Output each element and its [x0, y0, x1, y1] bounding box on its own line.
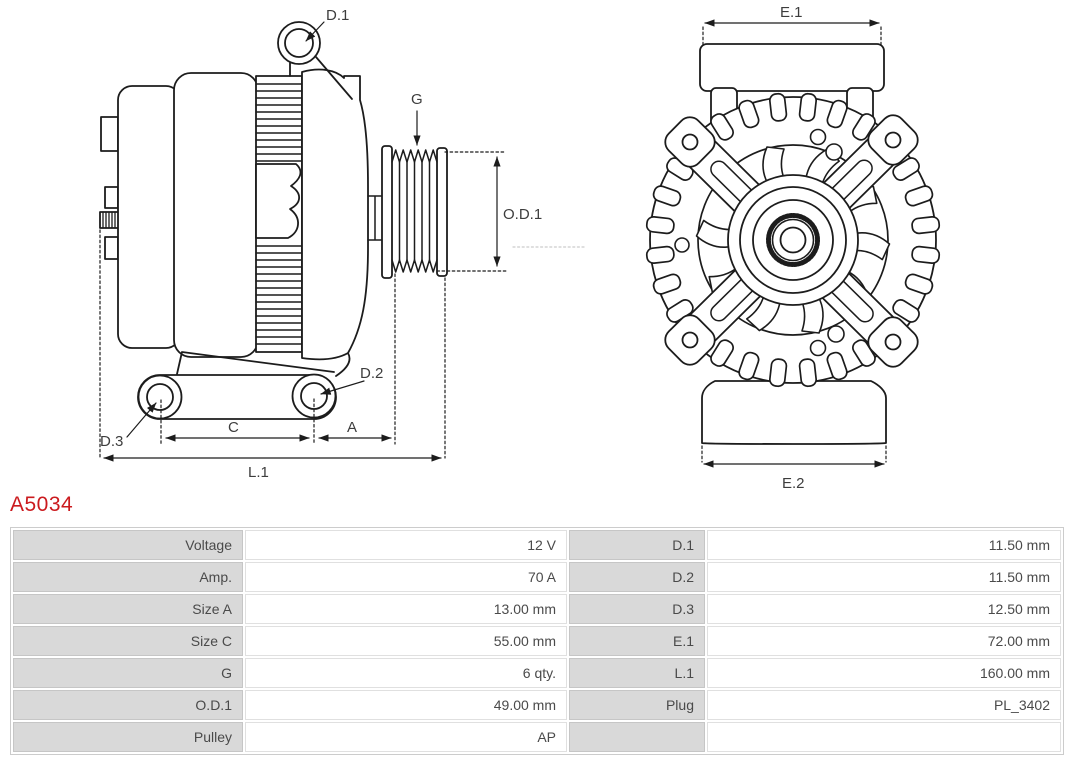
spec-value: 12 V: [245, 530, 567, 560]
spec-label: G: [13, 658, 243, 688]
spec-value: 72.00 mm: [707, 626, 1061, 656]
dim-label-g: G: [411, 91, 423, 108]
spec-table: [10, 527, 1064, 755]
pulley-hub: [728, 175, 858, 305]
front-view-drawing: [646, 44, 940, 444]
part-number-heading: A5034: [10, 493, 74, 516]
spec-value: 12.50 mm: [707, 594, 1061, 624]
spec-value: 13.00 mm: [245, 594, 567, 624]
spec-label: Voltage: [13, 530, 243, 560]
spec-label: Plug: [569, 690, 705, 720]
spec-value: 55.00 mm: [245, 626, 567, 656]
spec-value: 11.50 mm: [707, 562, 1061, 592]
spec-label: L.1: [569, 658, 705, 688]
spec-label: [569, 722, 705, 752]
spec-value: 11.50 mm: [707, 530, 1061, 560]
spec-label: D.1: [569, 530, 705, 560]
spec-label: D.3: [569, 594, 705, 624]
dim-label-l1: L.1: [248, 464, 269, 481]
dim-label-d3: D.3: [100, 433, 124, 450]
spec-value: 160.00 mm: [707, 658, 1061, 688]
spec-value: 70 A: [245, 562, 567, 592]
spec-label: Amp.: [13, 562, 243, 592]
dim-label-a: A: [347, 419, 358, 436]
spec-value: 6 qty.: [245, 658, 567, 688]
spec-label: D.2: [569, 562, 705, 592]
spec-label: E.1: [569, 626, 705, 656]
spec-label: Pulley: [13, 722, 243, 752]
spec-label: Size C: [13, 626, 243, 656]
dim-label-c: C: [228, 419, 239, 436]
dim-label-od1: O.D.1: [503, 206, 543, 223]
spec-label: O.D.1: [13, 690, 243, 720]
dim-label-d2: D.2: [360, 365, 384, 382]
dim-label-e2: E.2: [782, 475, 805, 492]
spec-label: Size A: [13, 594, 243, 624]
spec-value: [707, 722, 1061, 752]
dim-label-d1: D.1: [326, 7, 350, 24]
dim-label-e1: E.1: [780, 4, 803, 21]
spec-value: PL_3402: [707, 690, 1061, 720]
spec-value: 49.00 mm: [245, 690, 567, 720]
side-view-drawing: [100, 22, 447, 419]
spec-value: AP: [245, 722, 567, 752]
